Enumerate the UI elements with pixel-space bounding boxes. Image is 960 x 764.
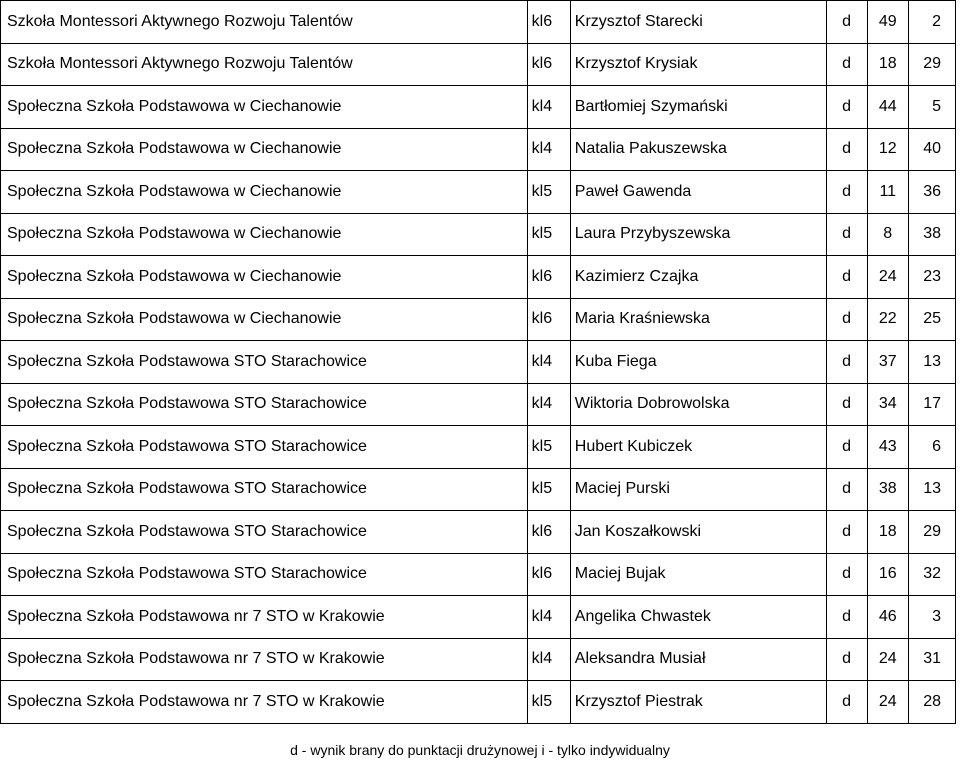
footnote: d - wynik brany do punktacji drużynowej i - tylko indywidualny bbox=[290, 742, 670, 758]
type-cell: d bbox=[826, 128, 867, 171]
table-row bbox=[1, 681, 956, 724]
class-cell: kl6 bbox=[527, 298, 570, 341]
name-cell: Bartłomiej Szymański bbox=[570, 86, 826, 129]
score-a-cell: 24 bbox=[867, 681, 908, 724]
score-a-cell: 37 bbox=[867, 341, 908, 384]
school-cell: Społeczna Szkoła Podstawowa nr 7 STO w Krakowie bbox=[1, 638, 528, 681]
score-b-cell: 3 bbox=[908, 596, 955, 639]
school-cell: Społeczna Szkoła Podstawowa STO Starachowice bbox=[1, 553, 528, 596]
type-cell: d bbox=[826, 86, 867, 129]
score-b-cell: 29 bbox=[908, 43, 955, 86]
school-cell: Społeczna Szkoła Podstawowa w Ciechanowie bbox=[1, 213, 528, 256]
type-cell: d bbox=[826, 638, 867, 681]
type-cell: d bbox=[826, 298, 867, 341]
class-cell: kl6 bbox=[527, 511, 570, 554]
score-b-cell: 31 bbox=[908, 638, 955, 681]
score-b-cell: 36 bbox=[908, 171, 955, 214]
table-row bbox=[1, 86, 956, 129]
name-cell: Angelika Chwastek bbox=[570, 596, 826, 639]
type-cell: d bbox=[826, 426, 867, 469]
name-cell: Maria Kraśniewska bbox=[570, 298, 826, 341]
class-cell: kl6 bbox=[527, 256, 570, 299]
type-cell: d bbox=[826, 468, 867, 511]
class-cell: kl6 bbox=[527, 553, 570, 596]
table-row bbox=[1, 553, 956, 596]
score-b-cell: 2 bbox=[908, 1, 955, 44]
score-a-cell: 34 bbox=[867, 383, 908, 426]
name-cell: Paweł Gawenda bbox=[570, 171, 826, 214]
type-cell: d bbox=[826, 681, 867, 724]
score-b-cell: 29 bbox=[908, 511, 955, 554]
score-b-cell: 28 bbox=[908, 681, 955, 724]
school-cell: Społeczna Szkoła Podstawowa STO Starachowice bbox=[1, 383, 528, 426]
name-cell: Krzysztof Piestrak bbox=[570, 681, 826, 724]
class-cell: kl4 bbox=[527, 596, 570, 639]
table-row bbox=[1, 171, 956, 214]
score-b-cell: 13 bbox=[908, 341, 955, 384]
score-a-cell: 49 bbox=[867, 1, 908, 44]
score-a-cell: 38 bbox=[867, 468, 908, 511]
table-row bbox=[1, 256, 956, 299]
score-b-cell: 5 bbox=[908, 86, 955, 129]
class-cell: kl4 bbox=[527, 128, 570, 171]
name-cell: Jan Koszałkowski bbox=[570, 511, 826, 554]
name-cell: Kuba Fiega bbox=[570, 341, 826, 384]
class-cell: kl4 bbox=[527, 341, 570, 384]
score-a-cell: 8 bbox=[867, 213, 908, 256]
name-cell: Natalia Pakuszewska bbox=[570, 128, 826, 171]
name-cell: Maciej Purski bbox=[570, 468, 826, 511]
type-cell: d bbox=[826, 383, 867, 426]
score-b-cell: 17 bbox=[908, 383, 955, 426]
type-cell: d bbox=[826, 511, 867, 554]
table-row bbox=[1, 341, 956, 384]
type-cell: d bbox=[826, 171, 867, 214]
score-b-cell: 32 bbox=[908, 553, 955, 596]
score-a-cell: 43 bbox=[867, 426, 908, 469]
type-cell: d bbox=[826, 256, 867, 299]
score-a-cell: 18 bbox=[867, 43, 908, 86]
name-cell: Kazimierz Czajka bbox=[570, 256, 826, 299]
score-a-cell: 24 bbox=[867, 638, 908, 681]
score-a-cell: 16 bbox=[867, 553, 908, 596]
class-cell: kl6 bbox=[527, 1, 570, 44]
table-row bbox=[1, 383, 956, 426]
score-b-cell: 25 bbox=[908, 298, 955, 341]
school-cell: Społeczna Szkoła Podstawowa w Ciechanowie bbox=[1, 298, 528, 341]
class-cell: kl5 bbox=[527, 468, 570, 511]
table-row bbox=[1, 128, 956, 171]
school-cell: Społeczna Szkoła Podstawowa STO Starachowice bbox=[1, 341, 528, 384]
score-b-cell: 6 bbox=[908, 426, 955, 469]
type-cell: d bbox=[826, 553, 867, 596]
score-b-cell: 13 bbox=[908, 468, 955, 511]
type-cell: d bbox=[826, 1, 867, 44]
name-cell: Krzysztof Starecki bbox=[570, 1, 826, 44]
school-cell: Społeczna Szkoła Podstawowa STO Starachowice bbox=[1, 511, 528, 554]
class-cell: kl6 bbox=[527, 43, 570, 86]
school-cell: Społeczna Szkoła Podstawowa w Ciechanowie bbox=[1, 171, 528, 214]
table-row bbox=[1, 1, 956, 44]
table-row bbox=[1, 426, 956, 469]
score-b-cell: 40 bbox=[908, 128, 955, 171]
class-cell: kl4 bbox=[527, 86, 570, 129]
class-cell: kl4 bbox=[527, 638, 570, 681]
name-cell: Krzysztof Krysiak bbox=[570, 43, 826, 86]
score-a-cell: 44 bbox=[867, 86, 908, 129]
name-cell: Laura Przybyszewska bbox=[570, 213, 826, 256]
school-cell: Społeczna Szkoła Podstawowa STO Starachowice bbox=[1, 426, 528, 469]
type-cell: d bbox=[826, 213, 867, 256]
type-cell: d bbox=[826, 596, 867, 639]
table-row bbox=[1, 213, 956, 256]
name-cell: Maciej Bujak bbox=[570, 553, 826, 596]
score-a-cell: 12 bbox=[867, 128, 908, 171]
score-a-cell: 18 bbox=[867, 511, 908, 554]
score-a-cell: 24 bbox=[867, 256, 908, 299]
table-row bbox=[1, 468, 956, 511]
score-a-cell: 22 bbox=[867, 298, 908, 341]
school-cell: Społeczna Szkoła Podstawowa nr 7 STO w Krakowie bbox=[1, 596, 528, 639]
school-cell: Społeczna Szkoła Podstawowa w Ciechanowie bbox=[1, 86, 528, 129]
school-cell: Społeczna Szkoła Podstawowa nr 7 STO w Krakowie bbox=[1, 681, 528, 724]
class-cell: kl5 bbox=[527, 681, 570, 724]
name-cell: Wiktoria Dobrowolska bbox=[570, 383, 826, 426]
name-cell: Aleksandra Musiał bbox=[570, 638, 826, 681]
table-row bbox=[1, 511, 956, 554]
score-b-cell: 23 bbox=[908, 256, 955, 299]
school-cell: Społeczna Szkoła Podstawowa w Ciechanowie bbox=[1, 256, 528, 299]
name-cell: Hubert Kubiczek bbox=[570, 426, 826, 469]
table-row bbox=[1, 298, 956, 341]
class-cell: kl4 bbox=[527, 383, 570, 426]
score-a-cell: 11 bbox=[867, 171, 908, 214]
class-cell: kl5 bbox=[527, 213, 570, 256]
class-cell: kl5 bbox=[527, 171, 570, 214]
table-row bbox=[1, 43, 956, 86]
school-cell: Społeczna Szkoła Podstawowa w Ciechanowie bbox=[1, 128, 528, 171]
table-row bbox=[1, 596, 956, 639]
score-a-cell: 46 bbox=[867, 596, 908, 639]
type-cell: d bbox=[826, 43, 867, 86]
school-cell: Szkoła Montessori Aktywnego Rozwoju Talentów bbox=[1, 43, 528, 86]
table-row bbox=[1, 638, 956, 681]
school-cell: Społeczna Szkoła Podstawowa STO Starachowice bbox=[1, 468, 528, 511]
school-cell: Szkoła Montessori Aktywnego Rozwoju Talentów bbox=[1, 1, 528, 44]
score-b-cell: 38 bbox=[908, 213, 955, 256]
type-cell: d bbox=[826, 341, 867, 384]
results-table-body bbox=[1, 1, 956, 724]
class-cell: kl5 bbox=[527, 426, 570, 469]
